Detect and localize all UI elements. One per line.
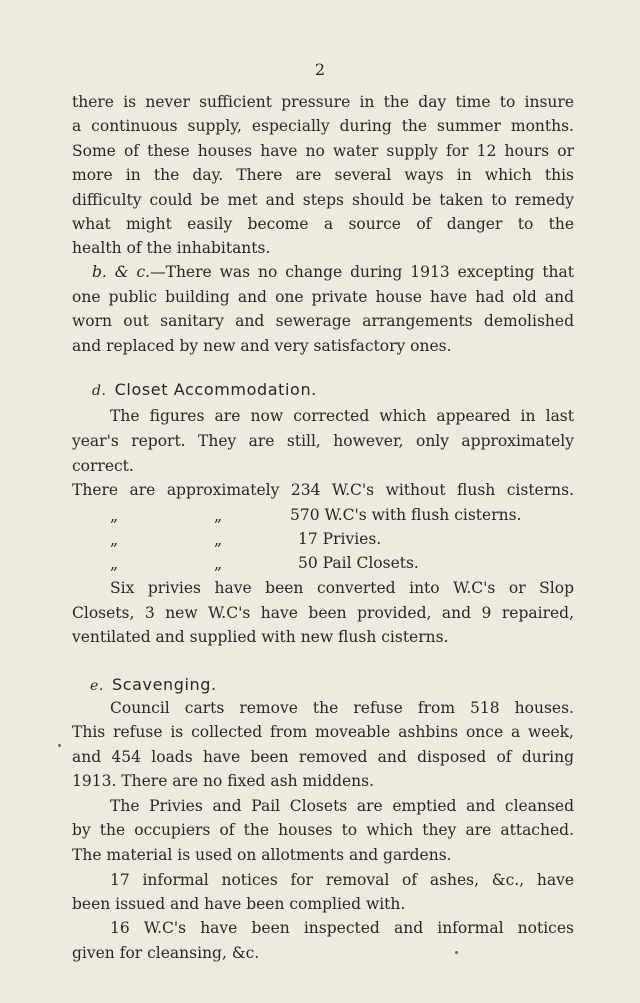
text-line: one public building and one private house have had old and [72,288,574,306]
text-line: worn out sanitary and sewerage arrangements demolished [72,312,574,330]
text-line: 1913. There are no fixed ash middens. [72,772,375,790]
text-line: This refuse is collected from moveable ashbins once a week, [72,723,574,741]
text-line: and replaced by new and very satisfactory ones. [72,337,452,355]
ditto-mark: „ [214,531,223,549]
section-heading-d [92,380,317,399]
section-label-d: d. [92,383,107,399]
paper-speck [455,951,458,954]
text-line: The Privies and Pail Closets are emptied and cleansed [110,797,574,815]
paper-speck [58,744,61,747]
section-heading-e [90,675,217,694]
closet-row-3: 17 Privies. [298,530,382,548]
text-line: The material is used on allotments and gardens. [72,846,452,864]
text-line: 16 W.C's have been inspected and informal notices [110,919,574,937]
text-line: Council carts remove the refuse from 518 houses. [110,699,574,717]
ditto-mark: „ [110,531,119,549]
text-line: The figures are now corrected which appeared in last [110,407,574,425]
text-line: Closets, 3 new W.C's have been provided, and 9 repaired, [72,604,574,622]
text-line: there is never sufficient pressure in the day time to insure [72,93,574,111]
text-line: ventilated and supplied with new flush cisterns. [72,628,449,646]
bc-first-text: —There was no change during 1913 excepting that [150,263,574,281]
ditto-mark: „ [110,555,119,573]
closet-row-4: 50 Pail Closets. [298,554,419,572]
ditto-mark: „ [214,555,223,573]
text-line: and 454 loads have been removed and disposed of during [72,748,574,766]
text-line: difficulty could be met and steps should be taken to remedy [72,191,574,209]
text-line: Six privies have been converted into W.C's or Slop [110,579,574,597]
closet-row-1: There are approximately 234 W.C's without flush cisterns. [72,481,574,499]
text-line: given for cleansing, &c. [72,944,260,962]
section-label-e: e. [90,678,104,694]
text-line: 17 informal notices for removal of ashes, &c., have [110,871,574,889]
section-title-e: Scavenging. [111,675,217,694]
section-title-d: Closet Accommodation. [114,380,317,399]
ditto-mark: „ [214,507,223,525]
text-line: year's report. They are still, however, only approximately [72,432,574,450]
ditto-mark: „ [110,507,119,525]
text-line: health of the inhabitants. [72,239,271,257]
page-number: 2 [314,60,326,79]
text-line: been issued and have been complied with. [72,895,406,913]
text-line: a continuous supply, especially during the summer months. [72,117,574,135]
text-line: more in the day. There are several ways in which this [72,166,574,184]
text-line: what might easily become a source of danger to the [72,215,574,233]
closet-row-2: 570 W.C's with flush cisterns. [290,506,522,524]
text-line: by the occupiers of the houses to which they are attached. [72,821,574,839]
text-line: correct. [72,457,134,475]
bc-label: b. & c. [92,263,151,281]
text-line: Some of these houses have no water supply for 12 hours or [72,142,574,160]
bc-first-line [92,262,574,282]
